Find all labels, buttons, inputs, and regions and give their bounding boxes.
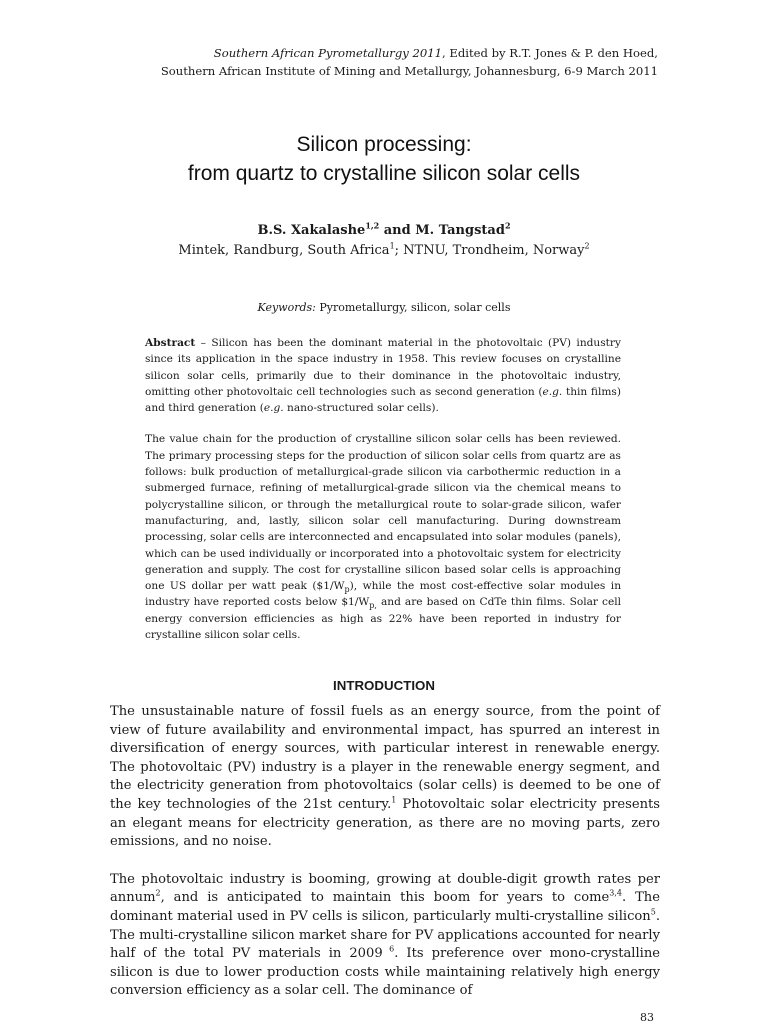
body-text: . The multi-crystalline silicon market share for PV applications accounted for nearly half of the total PV materials in 2009 — [110, 908, 660, 962]
author-1-affiliation: 1,2 — [365, 220, 380, 231]
abstract-paragraph-2 — [145, 431, 621, 643]
citation: 2 — [155, 888, 161, 898]
abstract-text: ), while the most cost-effective solar modules in industry have reported costs below $1/W — [145, 580, 622, 609]
running-header — [110, 44, 658, 80]
abstract-text: and are based on CdTe thin films. Solar cell energy conversion efficiencies as high as 22% have been reported in industry for crystalline silicon solar cells. — [145, 596, 621, 642]
abstract-label: Abstract — [145, 337, 196, 349]
affiliation-1-mark: 1 — [389, 241, 395, 251]
citation: 5 — [650, 907, 656, 917]
keywords-value: Pyrometallurgy, silicon, solar cells — [315, 301, 511, 314]
header-line-2: Southern African Institute of Mining and Metallurgy, Johannesburg, 6-9 March 2011 — [160, 64, 658, 78]
section-heading-introduction: INTRODUCTION — [333, 678, 435, 693]
author-list — [60, 222, 708, 240]
author-conjunction: and — [379, 223, 416, 238]
citation: 6 — [382, 944, 395, 954]
abstract-text: thin films) and third generation ( — [145, 385, 621, 415]
paper-title — [60, 130, 708, 188]
keywords — [60, 300, 708, 316]
journal-name: Southern African Pyrometallurgy 2011 — [213, 46, 443, 60]
abstract — [145, 335, 621, 658]
introduction-body — [110, 703, 660, 1020]
header-line-1 — [110, 44, 658, 62]
title-line-1: Silicon processing: — [296, 133, 472, 156]
body-text: The unsustainable nature of fossil fuels as an energy source, from the point of view of future availability and environmental impact, has spurred an interest in diversification of energy sources, with particular interest in renewable energy. The photovoltaic (PV) industry is a player in the renewable energy segment, and the electricity generation from photovoltaics (solar cells) is deemed to be one of the key technologies of the 21st century. — [110, 704, 660, 812]
abstract-paragraph-1 — [145, 335, 621, 416]
title-line-2: from quartz to crystalline silicon solar cells — [187, 162, 581, 185]
affiliation-separator: ; — [394, 243, 404, 258]
author-1: B.S. Xakalashe — [257, 223, 366, 238]
editors: , Edited by R.T. Jones & P. den Hoed, — [442, 46, 658, 60]
body-text: The photovoltaic industry is booming, growing at double-digit growth rates per annum — [110, 871, 660, 906]
affiliation-1: Mintek, Randburg, South Africa — [178, 243, 390, 258]
affiliation-2: NTNU, Trondheim, Norway — [403, 243, 585, 258]
body-text: Photovoltaic solar electricity presents an elegant means for electricity generation, as there are no moving parts, zero emissions, and no noise. — [110, 796, 660, 850]
abstract-text: nano-structured solar cells). — [283, 402, 439, 415]
keywords-label: Keywords: — [257, 301, 316, 314]
abstract-eg: e.g. — [263, 402, 284, 415]
body-text: . The dominant material used in PV cells is silicon, particularly multi-crystalline silicon — [110, 890, 660, 924]
abstract-subscript: p, — [369, 601, 377, 611]
abstract-text: – Silicon has been the dominant material in the photovoltaic (PV) industry since its application in the space industry in 1958. This review focuses on crystalline silicon solar cells, primarily due to their dominance in the photovoltaic industry, omitting other photovoltaic cell technologies such as second generation ( — [145, 337, 621, 398]
intro-paragraph-2 — [110, 871, 660, 1001]
abstract-subscript: p — [344, 585, 350, 595]
citation: 1 — [391, 795, 397, 805]
body-text: , and is anticipated to maintain this boom for years to come — [160, 890, 610, 906]
affiliations — [40, 242, 728, 260]
author-2: M. Tangstad — [415, 223, 505, 238]
citation: 3,4 — [609, 888, 623, 898]
abstract-text: The value chain for the production of crystalline silicon solar cells has been reviewed. The primary processing steps for the production of silicon solar cells from quartz are as follows: bulk production of metallurgical-grade silicon via carbothermic reduction in a submerged furnace, refining of metallurgical-grade silicon via the chemical means to polycrystalline silicon, or through the metallurgical route to solar-grade silicon, wafer manufacturing, and, lastly, silicon solar cell manufacturing. During downstream processing, solar cells are interconnected and encapsulated into solar modules (panels), which can be used individually or incorporated into a photovoltaic system for electricity generation and supply. The cost for crystalline silicon based solar cells is approaching one US dollar per watt peak ($1/W — [145, 433, 621, 593]
intro-paragraph-1 — [110, 703, 660, 852]
abstract-eg: e.g. — [542, 385, 563, 398]
affiliation-2-mark: 2 — [584, 241, 590, 251]
body-text: . Its preference over mono-crystalline silicon is due to lower production costs while maintaining relatively high energy conversion efficiency as a solar cell. The dominance of — [110, 946, 661, 999]
author-2-affiliation: 2 — [504, 220, 511, 231]
page-number: 83 — [640, 1011, 654, 1024]
